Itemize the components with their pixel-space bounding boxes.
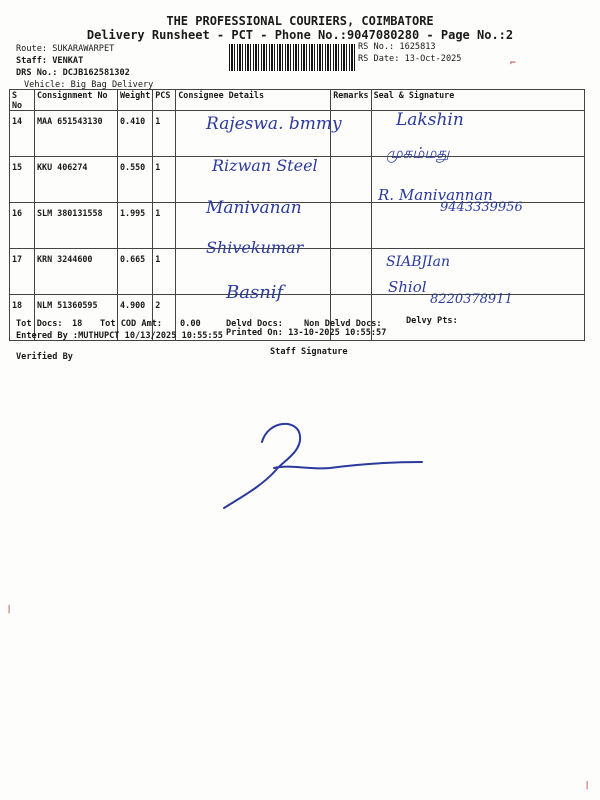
cell-consignment: MAA 651543130 [35, 111, 118, 157]
delvy-pts-label: Delvy Pts: [406, 316, 458, 326]
cell-weight: 0.410 [118, 111, 153, 157]
cell-pcs: 1 [153, 157, 176, 203]
staff-signature-label: Staff Signature [270, 347, 348, 357]
cell-sno: 17 [10, 249, 35, 295]
cell-sno: 18 [10, 295, 35, 341]
cell-consignment: SLM 380131558 [35, 203, 118, 249]
staff-label: Staff: VENKAT [16, 56, 84, 66]
cell-weight: 0.665 [118, 249, 153, 295]
entered-by: Entered By :MUTHUPCT 10/13/2025 10:55:55 [16, 331, 223, 341]
cell-consignment: NLM 51360595 [35, 295, 118, 341]
col-sno: S No [10, 90, 35, 111]
col-remarks: Remarks [331, 90, 371, 111]
cell-sno: 16 [10, 203, 35, 249]
handwritten-signature: Lakshin [396, 110, 464, 130]
delvd-docs-label: Delvd Docs: [226, 319, 283, 329]
handwritten-signature: R. Manivannan [378, 186, 493, 204]
verified-by-label: Verified By [16, 352, 73, 362]
cell-sno: 15 [10, 157, 35, 203]
edge-mark: ❘ [584, 780, 591, 791]
col-consignee: Consignee Details [176, 90, 331, 111]
handwritten-signature: முகம்மது [386, 144, 450, 162]
route-label: Route: SUKARAWARPET [16, 44, 115, 54]
col-consignment: Consignment No [35, 90, 118, 111]
cell-weight: 1.995 [118, 203, 153, 249]
cell-weight: 4.900 [118, 295, 153, 341]
tot-docs-value: 18 [72, 319, 83, 329]
handwritten-signature: Shiol [388, 278, 427, 296]
cell-pcs: 2 [153, 295, 176, 341]
rs-number: RS No.: 1625813 [358, 42, 436, 52]
rs-date: RS Date: 13-Oct-2025 [358, 54, 462, 64]
vehicle-label: Vehicle: Big Bag Delivery [24, 80, 154, 90]
company-title: THE PROFESSIONAL COURIERS, COIMBATORE [166, 14, 434, 28]
col-pcs: PCS [153, 90, 176, 111]
col-weight: Weight [118, 90, 153, 111]
cell-sno: 14 [10, 111, 35, 157]
non-delvd-docs-label: Non Delvd Docs: [304, 319, 382, 329]
handwritten-consignee: Rizwan Steel [212, 156, 318, 175]
cell-consignment: KKU 406274 [35, 157, 118, 203]
cell-consignment: KRN 3244600 [35, 249, 118, 295]
col-signature: Seal & Signature [371, 90, 584, 111]
cell-pcs: 1 [153, 249, 176, 295]
drs-number: DRS No.: DCJB162581302 [16, 68, 130, 78]
edge-mark: ❘ [6, 604, 13, 615]
handwritten-consignee: Shivekumar [206, 238, 304, 257]
runsheet-subtitle: Delivery Runsheet - PCT - Phone No.:9047080280 - Page No.:2 [86, 28, 514, 42]
cell-pcs: 1 [153, 203, 176, 249]
stray-mark: ⌐ [510, 58, 517, 69]
cell-weight: 0.550 [118, 157, 153, 203]
handwritten-consignee: Rajeswa. bmmy [206, 114, 342, 134]
handwritten-consignee: Manivanan [206, 198, 302, 218]
handwritten-phone: 8220378911 [430, 292, 513, 307]
cell-pcs: 1 [153, 111, 176, 157]
handwritten-phone: 9443339956 [440, 200, 523, 215]
handwritten-consignee: Basnif [226, 282, 284, 303]
handwritten-signature: SIABJIan [386, 254, 451, 270]
tot-docs-label: Tot Docs: [16, 319, 63, 329]
tot-cod-label: Tot COD Amt: [100, 319, 163, 329]
tot-cod-value: 0.00 [180, 319, 201, 329]
printed-on: Printed On: 13-10-2025 10:55:57 [226, 328, 387, 338]
